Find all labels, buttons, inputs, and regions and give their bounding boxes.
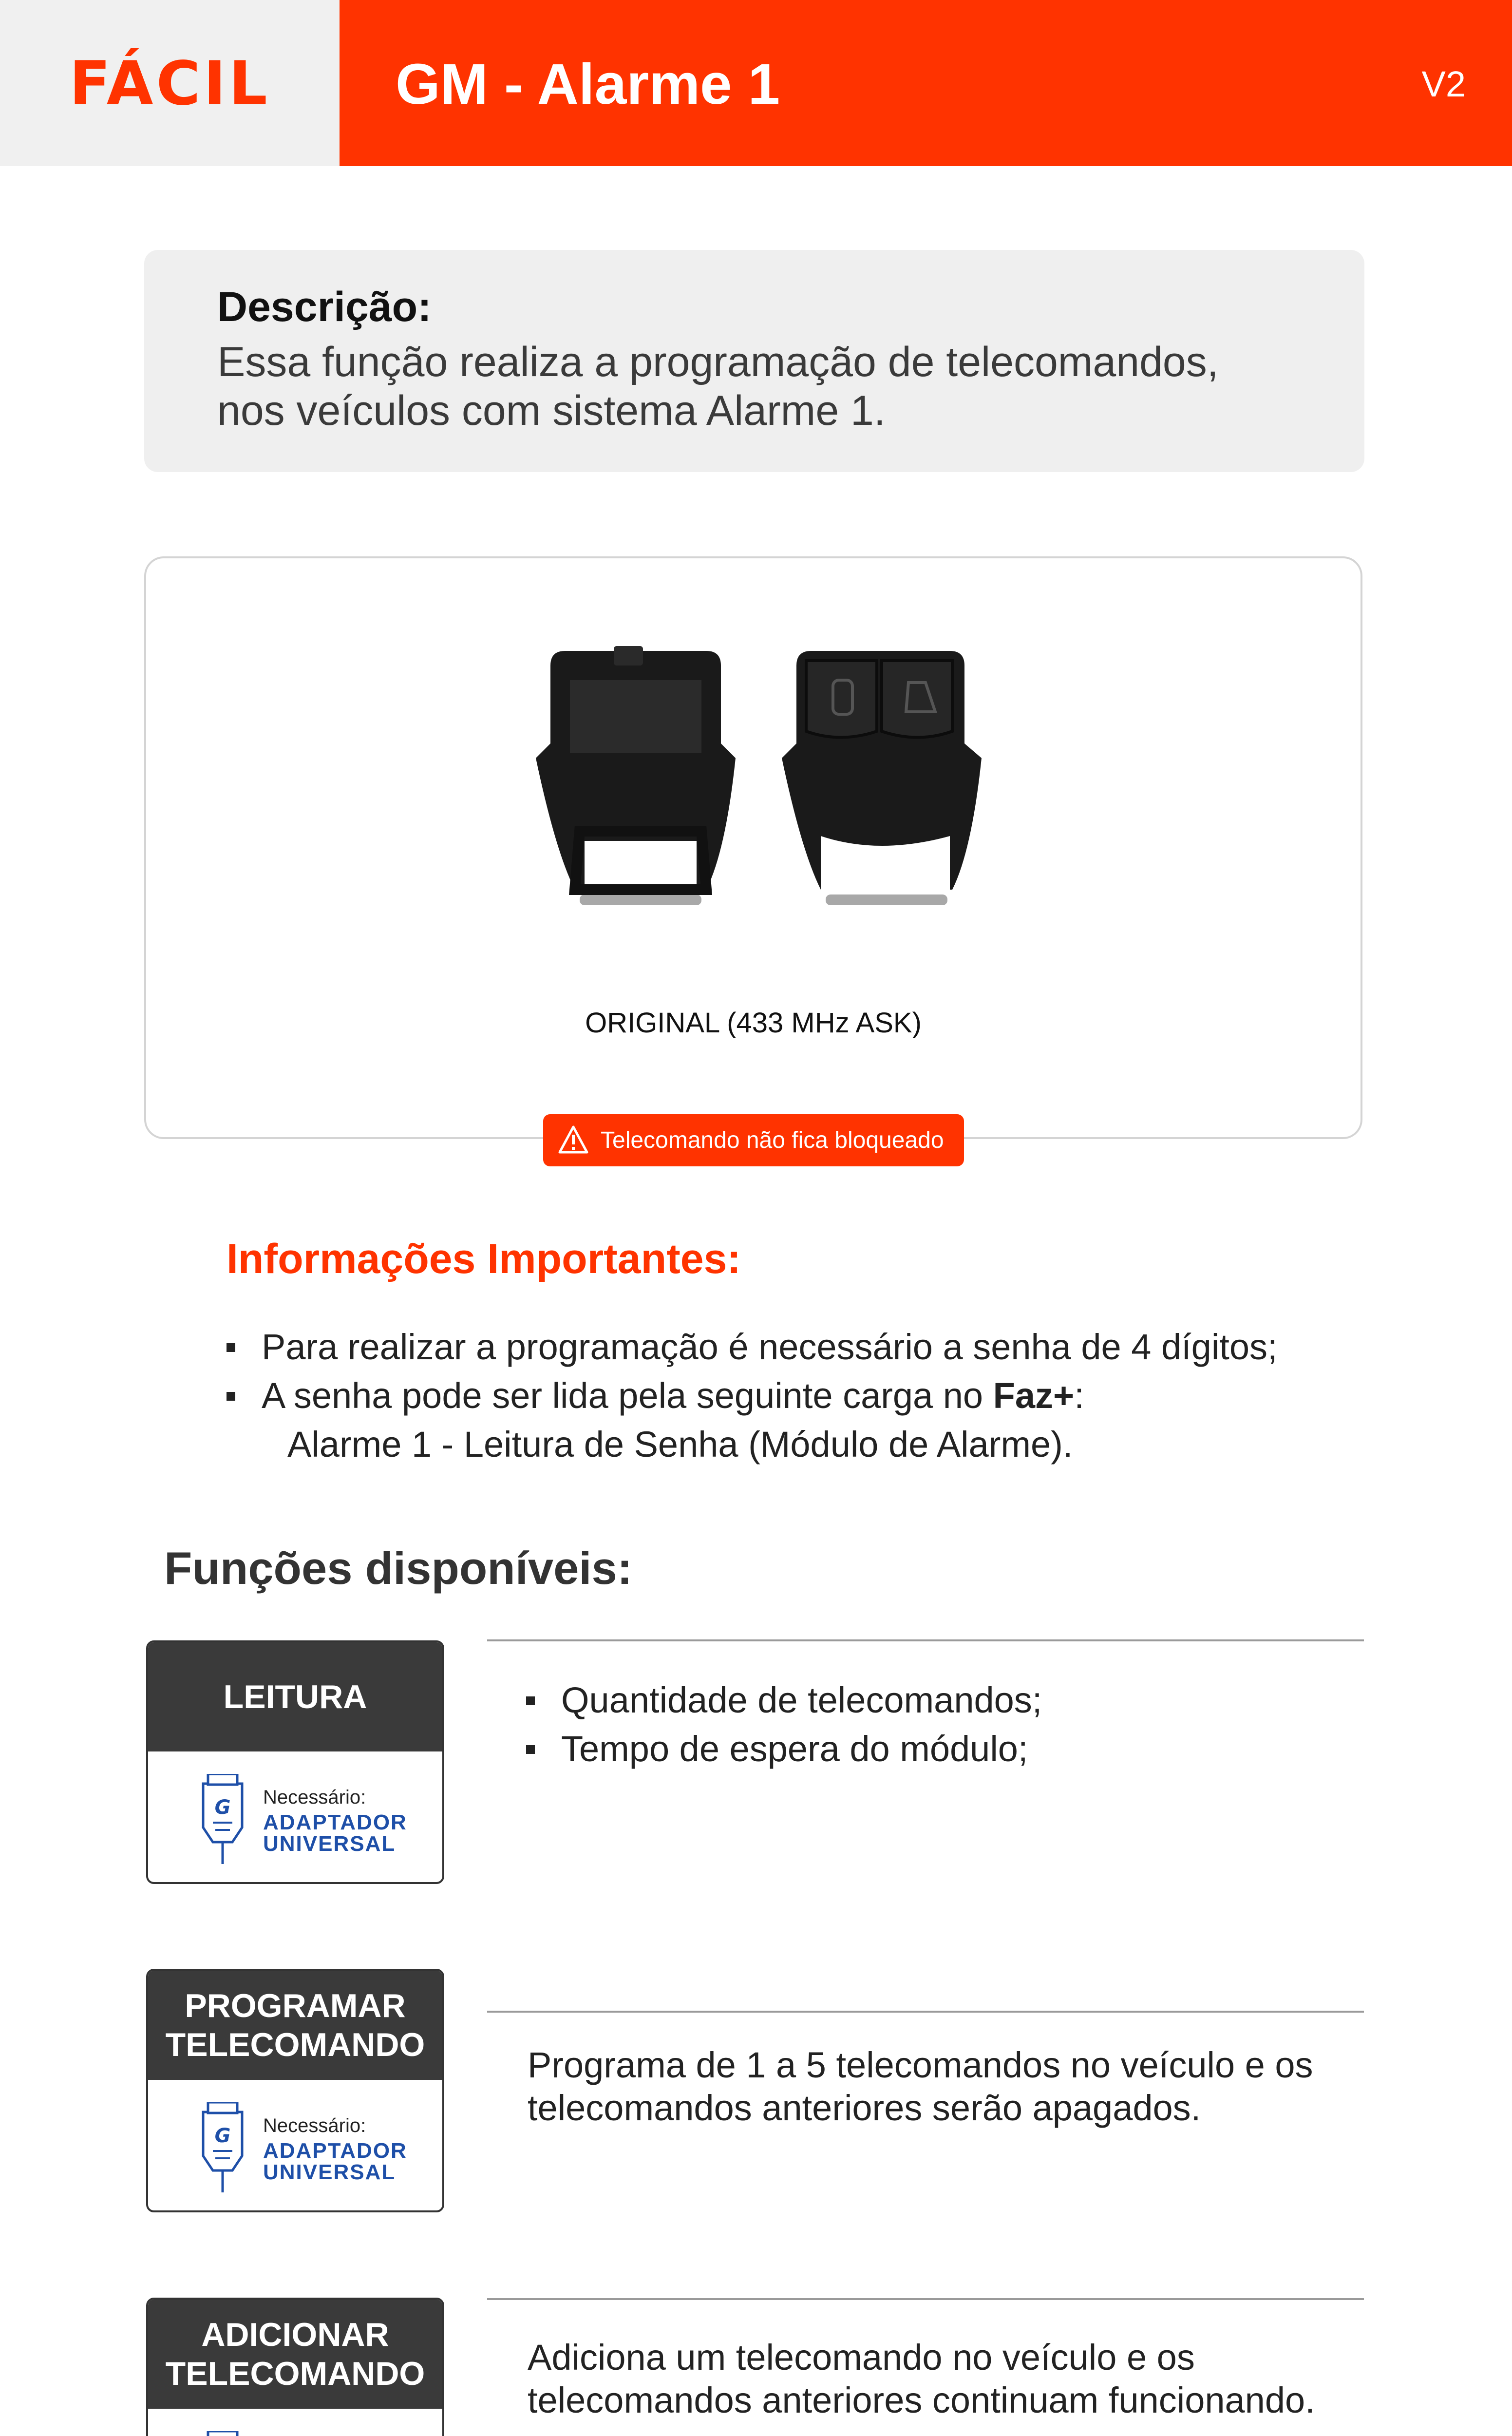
description-box: [144, 250, 1364, 472]
adapter-connector-icon: [196, 1774, 249, 1866]
adapter-connector-icon: [196, 2102, 249, 2195]
brand-logo: FÁCIL: [69, 49, 270, 119]
adicionar-description: Adiciona um telecomando no veículo e os telecomandos anteriores continuam funcionando.: [528, 2337, 1315, 2420]
required-label: Necessário:: [263, 2115, 366, 2136]
leitura-details: [526, 1676, 1042, 1773]
info-title: Informações Importantes:: [227, 1236, 741, 1282]
warning-triangle-icon: [558, 1125, 589, 1154]
info-item-text: A senha pode ser lida pela seguinte carga no: [262, 1375, 993, 1416]
adapter-name-line2: UNIVERSAL: [263, 1832, 396, 1856]
function-name-line1: ADICIONAR: [201, 2316, 389, 2353]
adapter-name-line1: ADAPTADOR: [263, 2139, 407, 2163]
required-label: Necessário:: [263, 1787, 366, 1808]
svg-text:G: G: [214, 2125, 231, 2147]
remote-front-image: [782, 651, 982, 905]
faz-plus-label: Faz+: [993, 1375, 1075, 1416]
svg-text:G: G: [214, 1796, 231, 1819]
leitura-item-text: Tempo de espera do módulo;: [561, 1729, 1028, 1769]
info-sub-item: Alarme 1 - Leitura de Senha (Módulo de Alarme).: [287, 1424, 1073, 1465]
list-item: [227, 1371, 1396, 1420]
functions-title: Funções disponíveis:: [164, 1542, 633, 1594]
adapter-name-line1: ADAPTADOR: [263, 1810, 407, 1834]
title-bar: [340, 0, 1512, 166]
divider: [487, 2011, 1364, 2013]
warning-text: Telecomando não fica bloqueado: [601, 1127, 944, 1153]
leitura-item-text: Quantidade de telecomandos;: [561, 1680, 1042, 1720]
remote-caption: ORIGINAL (433 MHz ASK): [585, 1007, 922, 1039]
list-item: [526, 1725, 1042, 1773]
list-item: [526, 1676, 1042, 1725]
function-card-leitura: [146, 1640, 444, 1884]
bullet-icon: [526, 1696, 535, 1705]
info-item-text: Para realizar a programação é necessário a senha de 4 dígitos;: [262, 1327, 1278, 1367]
function-name-text: LEITURA: [223, 1678, 367, 1715]
function-card-adicionar: [146, 2298, 444, 2436]
programar-description: Programa de 1 a 5 telecomandos no veículo e os telecomandos anteriores serão apagados.: [528, 2045, 1313, 2128]
list-item: [227, 1323, 1396, 1371]
function-card-programar: [146, 1969, 444, 2212]
function-name-line2: TELECOMANDO: [165, 2355, 425, 2392]
version-label: V2: [1421, 64, 1466, 104]
info-colon: :: [1074, 1375, 1084, 1416]
function-name: [148, 2300, 442, 2409]
function-name-line1: PROGRAMAR: [185, 1987, 406, 2024]
adapter-name: [263, 2140, 409, 2183]
adapter-name: [263, 1812, 409, 1855]
logo-area: [0, 0, 340, 166]
description-text: Essa função realiza a programação de telecomandos, nos veículos com sistema Alarme 1.: [217, 339, 1219, 434]
function-name-line2: TELECOMANDO: [165, 2026, 425, 2063]
remote-key-image: [521, 646, 1008, 938]
function-name: [148, 1971, 442, 2080]
remote-card: [144, 556, 1362, 1139]
bullet-icon: [227, 1343, 235, 1352]
divider: [487, 1639, 1364, 1641]
page-title: GM - Alarme 1: [396, 52, 780, 116]
description-label: Descrição:: [217, 284, 432, 330]
warning-badge: [543, 1114, 964, 1166]
header: [0, 0, 1512, 166]
info-list: [227, 1323, 1396, 1469]
adapter-name-line2: UNIVERSAL: [263, 2160, 396, 2184]
function-name: [148, 1642, 442, 1751]
bullet-icon: [227, 1392, 235, 1401]
divider: [487, 2298, 1364, 2300]
remote-back-image: [536, 646, 736, 905]
bullet-icon: [526, 1745, 535, 1754]
adapter-connector-icon: [196, 2431, 249, 2436]
